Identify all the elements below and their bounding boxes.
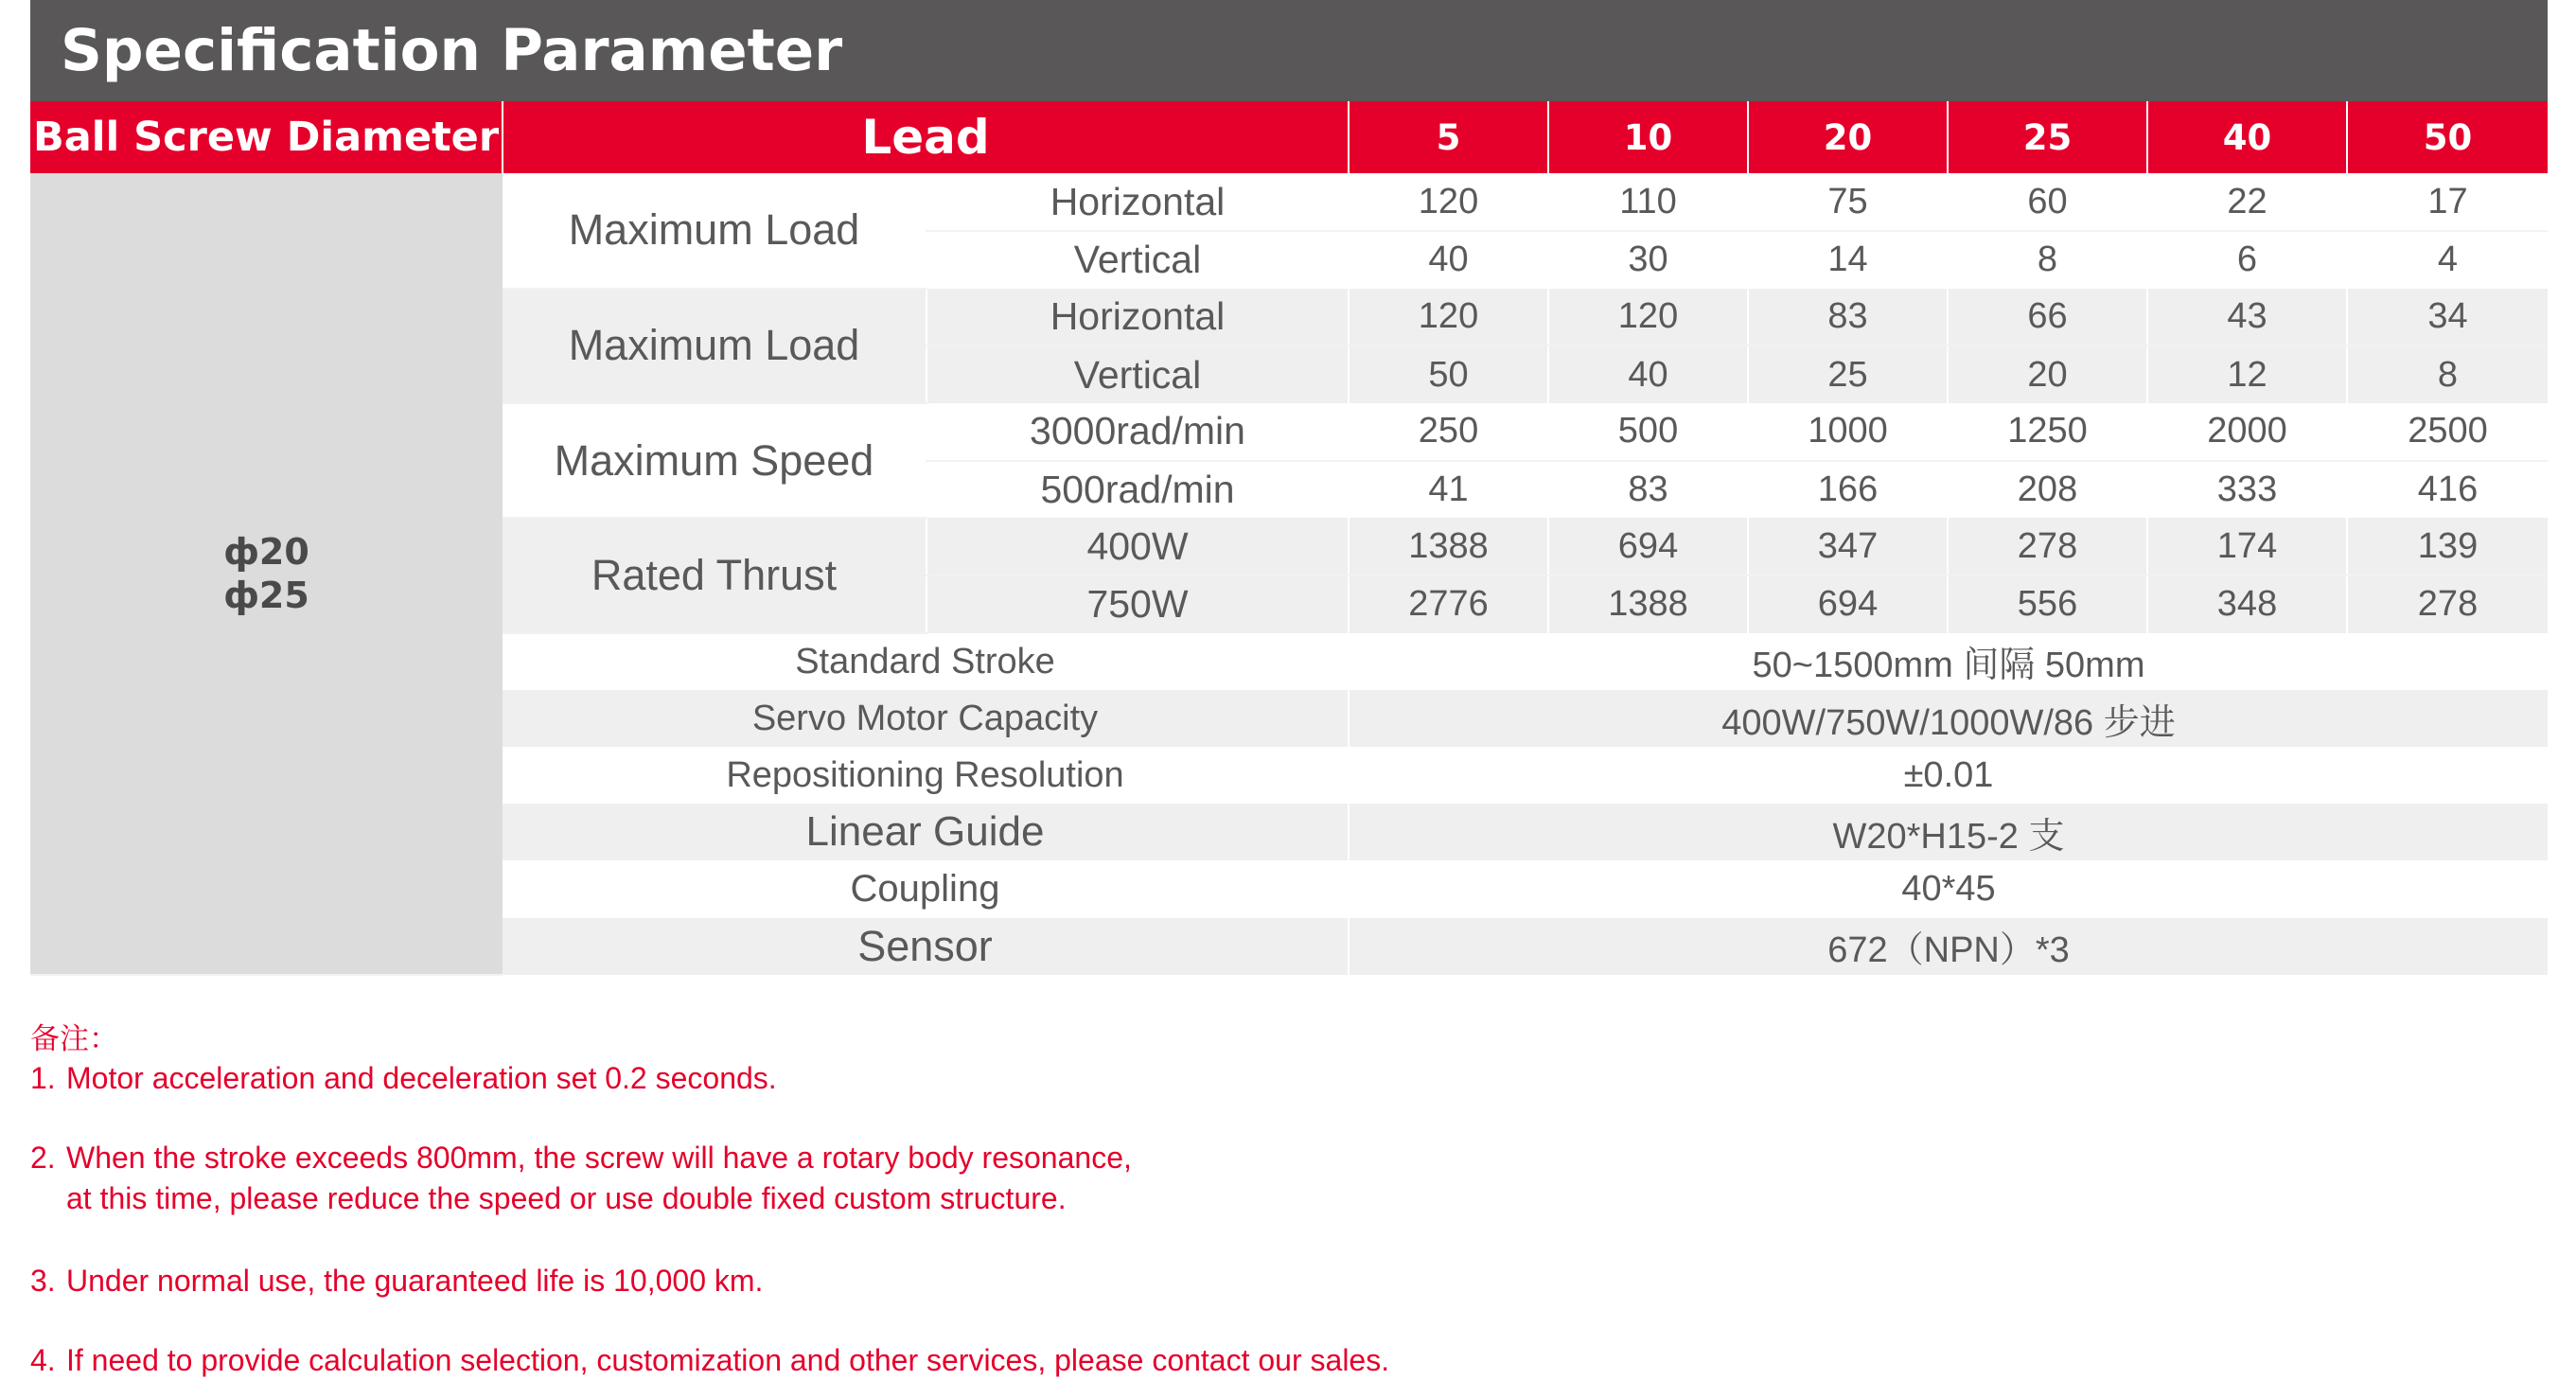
sub-label: 500rad/min [926, 461, 1349, 519]
header-lead-value: 5 [1349, 101, 1548, 173]
spec-label: Coupling [503, 860, 1349, 917]
page-title: Specification Parameter [30, 0, 2548, 101]
group-label: Maximum Speed [503, 403, 926, 518]
header-lead-value: 10 [1548, 101, 1748, 173]
note-text: When the stroke exceeds 800mm, the screw will have a rotary body resonance, at this time, please reduce the speed or use double fixed custom structure. [66, 1141, 1132, 1215]
header-ball-screw-diameter: Ball Screw Diameter [30, 101, 503, 173]
note-text: If need to provide calculation selection, customization and other services, please contact our sales. [66, 1343, 1390, 1377]
value-cell: 66 [1948, 289, 2147, 346]
value-cell: 8 [2347, 345, 2548, 403]
value-cell: 83 [1548, 461, 1748, 519]
value-cell: 17 [2347, 173, 2548, 231]
group-label: Rated Thrust [503, 518, 926, 632]
value-cell: 416 [2347, 461, 2548, 519]
value-cell: 333 [2147, 461, 2347, 519]
header-lead: Lead [503, 101, 1349, 173]
value-cell: 347 [1748, 518, 1948, 575]
spec-value: 672（NPN）*3 [1349, 918, 2548, 975]
value-cell: 278 [2347, 575, 2548, 633]
value-cell: 14 [1748, 231, 1948, 289]
sub-label: Horizontal [926, 173, 1349, 231]
spec-value: W20*H15-2 支 [1349, 804, 2548, 860]
sub-label: Vertical [926, 231, 1349, 289]
spec-value: 50~1500mm 间隔 50mm [1349, 633, 2548, 690]
note-item [30, 1340, 1389, 1381]
sub-label: 750W [926, 575, 1349, 633]
value-cell: 75 [1748, 173, 1948, 231]
value-cell: 694 [1748, 575, 1948, 633]
table-header-row [30, 101, 2548, 173]
value-cell: 25 [1748, 345, 1948, 403]
value-cell: 50 [1349, 345, 1548, 403]
note-text: Motor acceleration and deceleration set 0.2 seconds. [66, 1061, 777, 1095]
value-cell: 120 [1548, 289, 1748, 346]
value-cell: 278 [1948, 518, 2147, 575]
table-row [30, 173, 2548, 231]
spec-label: Standard Stroke [503, 633, 1349, 690]
value-cell: 4 [2347, 231, 2548, 289]
value-cell: 83 [1748, 289, 1948, 346]
note-number: 1. [30, 1061, 56, 1095]
diameter-value: ф20 [223, 531, 309, 574]
value-cell: 43 [2147, 289, 2347, 346]
value-cell: 41 [1349, 461, 1548, 519]
spec-value: ±0.01 [1349, 747, 2548, 804]
value-cell: 2776 [1349, 575, 1548, 633]
group-label: Maximum Load [503, 289, 926, 403]
sub-label: Horizontal [926, 289, 1349, 346]
note-number: 4. [30, 1343, 56, 1377]
spec-table [30, 101, 2548, 976]
note-item [30, 1058, 777, 1099]
spec-label: Linear Guide [503, 804, 1349, 860]
group-label: Maximum Load [503, 173, 926, 288]
notes-section [30, 1018, 1639, 1377]
value-cell: 6 [2147, 231, 2347, 289]
value-cell: 174 [2147, 518, 2347, 575]
value-cell: 8 [1948, 231, 2147, 289]
value-cell: 166 [1748, 461, 1948, 519]
value-cell: 2000 [2147, 403, 2347, 461]
note-text: Under normal use, the guaranteed life is 10,000 km. [66, 1264, 764, 1298]
notes-heading: 备注： [30, 1022, 118, 1056]
value-cell: 556 [1948, 575, 2147, 633]
value-cell: 120 [1349, 173, 1548, 231]
value-cell: 1250 [1948, 403, 2147, 461]
sub-label: 400W [926, 518, 1349, 575]
value-cell: 1388 [1349, 518, 1548, 575]
header-lead-value: 20 [1748, 101, 1948, 173]
spec-label: Servo Motor Capacity [503, 690, 1349, 747]
value-cell: 694 [1548, 518, 1748, 575]
value-cell: 1000 [1748, 403, 1948, 461]
value-cell: 250 [1349, 403, 1548, 461]
value-cell: 1388 [1548, 575, 1748, 633]
value-cell: 20 [1948, 345, 2147, 403]
value-cell: 110 [1548, 173, 1748, 231]
note-item [30, 1138, 1132, 1219]
value-cell: 40 [1548, 345, 1748, 403]
header-lead-value: 25 [1948, 101, 2147, 173]
value-cell: 348 [2147, 575, 2347, 633]
ball-screw-diameter-cell [30, 173, 503, 975]
value-cell: 208 [1948, 461, 2147, 519]
spec-value: 400W/750W/1000W/86 步进 [1349, 690, 2548, 747]
sub-label: 3000rad/min [926, 403, 1349, 461]
note-number: 2. [30, 1141, 56, 1175]
diameter-value: ф25 [223, 575, 309, 617]
value-cell: 60 [1948, 173, 2147, 231]
header-lead-value: 50 [2347, 101, 2548, 173]
value-cell: 40 [1349, 231, 1548, 289]
note-number: 3. [30, 1264, 56, 1298]
spec-label: Repositioning Resolution [503, 747, 1349, 804]
value-cell: 12 [2147, 345, 2347, 403]
spec-value: 40*45 [1349, 860, 2548, 917]
value-cell: 139 [2347, 518, 2548, 575]
value-cell: 120 [1349, 289, 1548, 346]
header-lead-value: 40 [2147, 101, 2347, 173]
note-item [30, 1261, 763, 1301]
value-cell: 34 [2347, 289, 2548, 346]
sub-label: Vertical [926, 345, 1349, 403]
value-cell: 500 [1548, 403, 1748, 461]
spec-label: Sensor [503, 918, 1349, 975]
value-cell: 30 [1548, 231, 1748, 289]
value-cell: 22 [2147, 173, 2347, 231]
value-cell: 2500 [2347, 403, 2548, 461]
